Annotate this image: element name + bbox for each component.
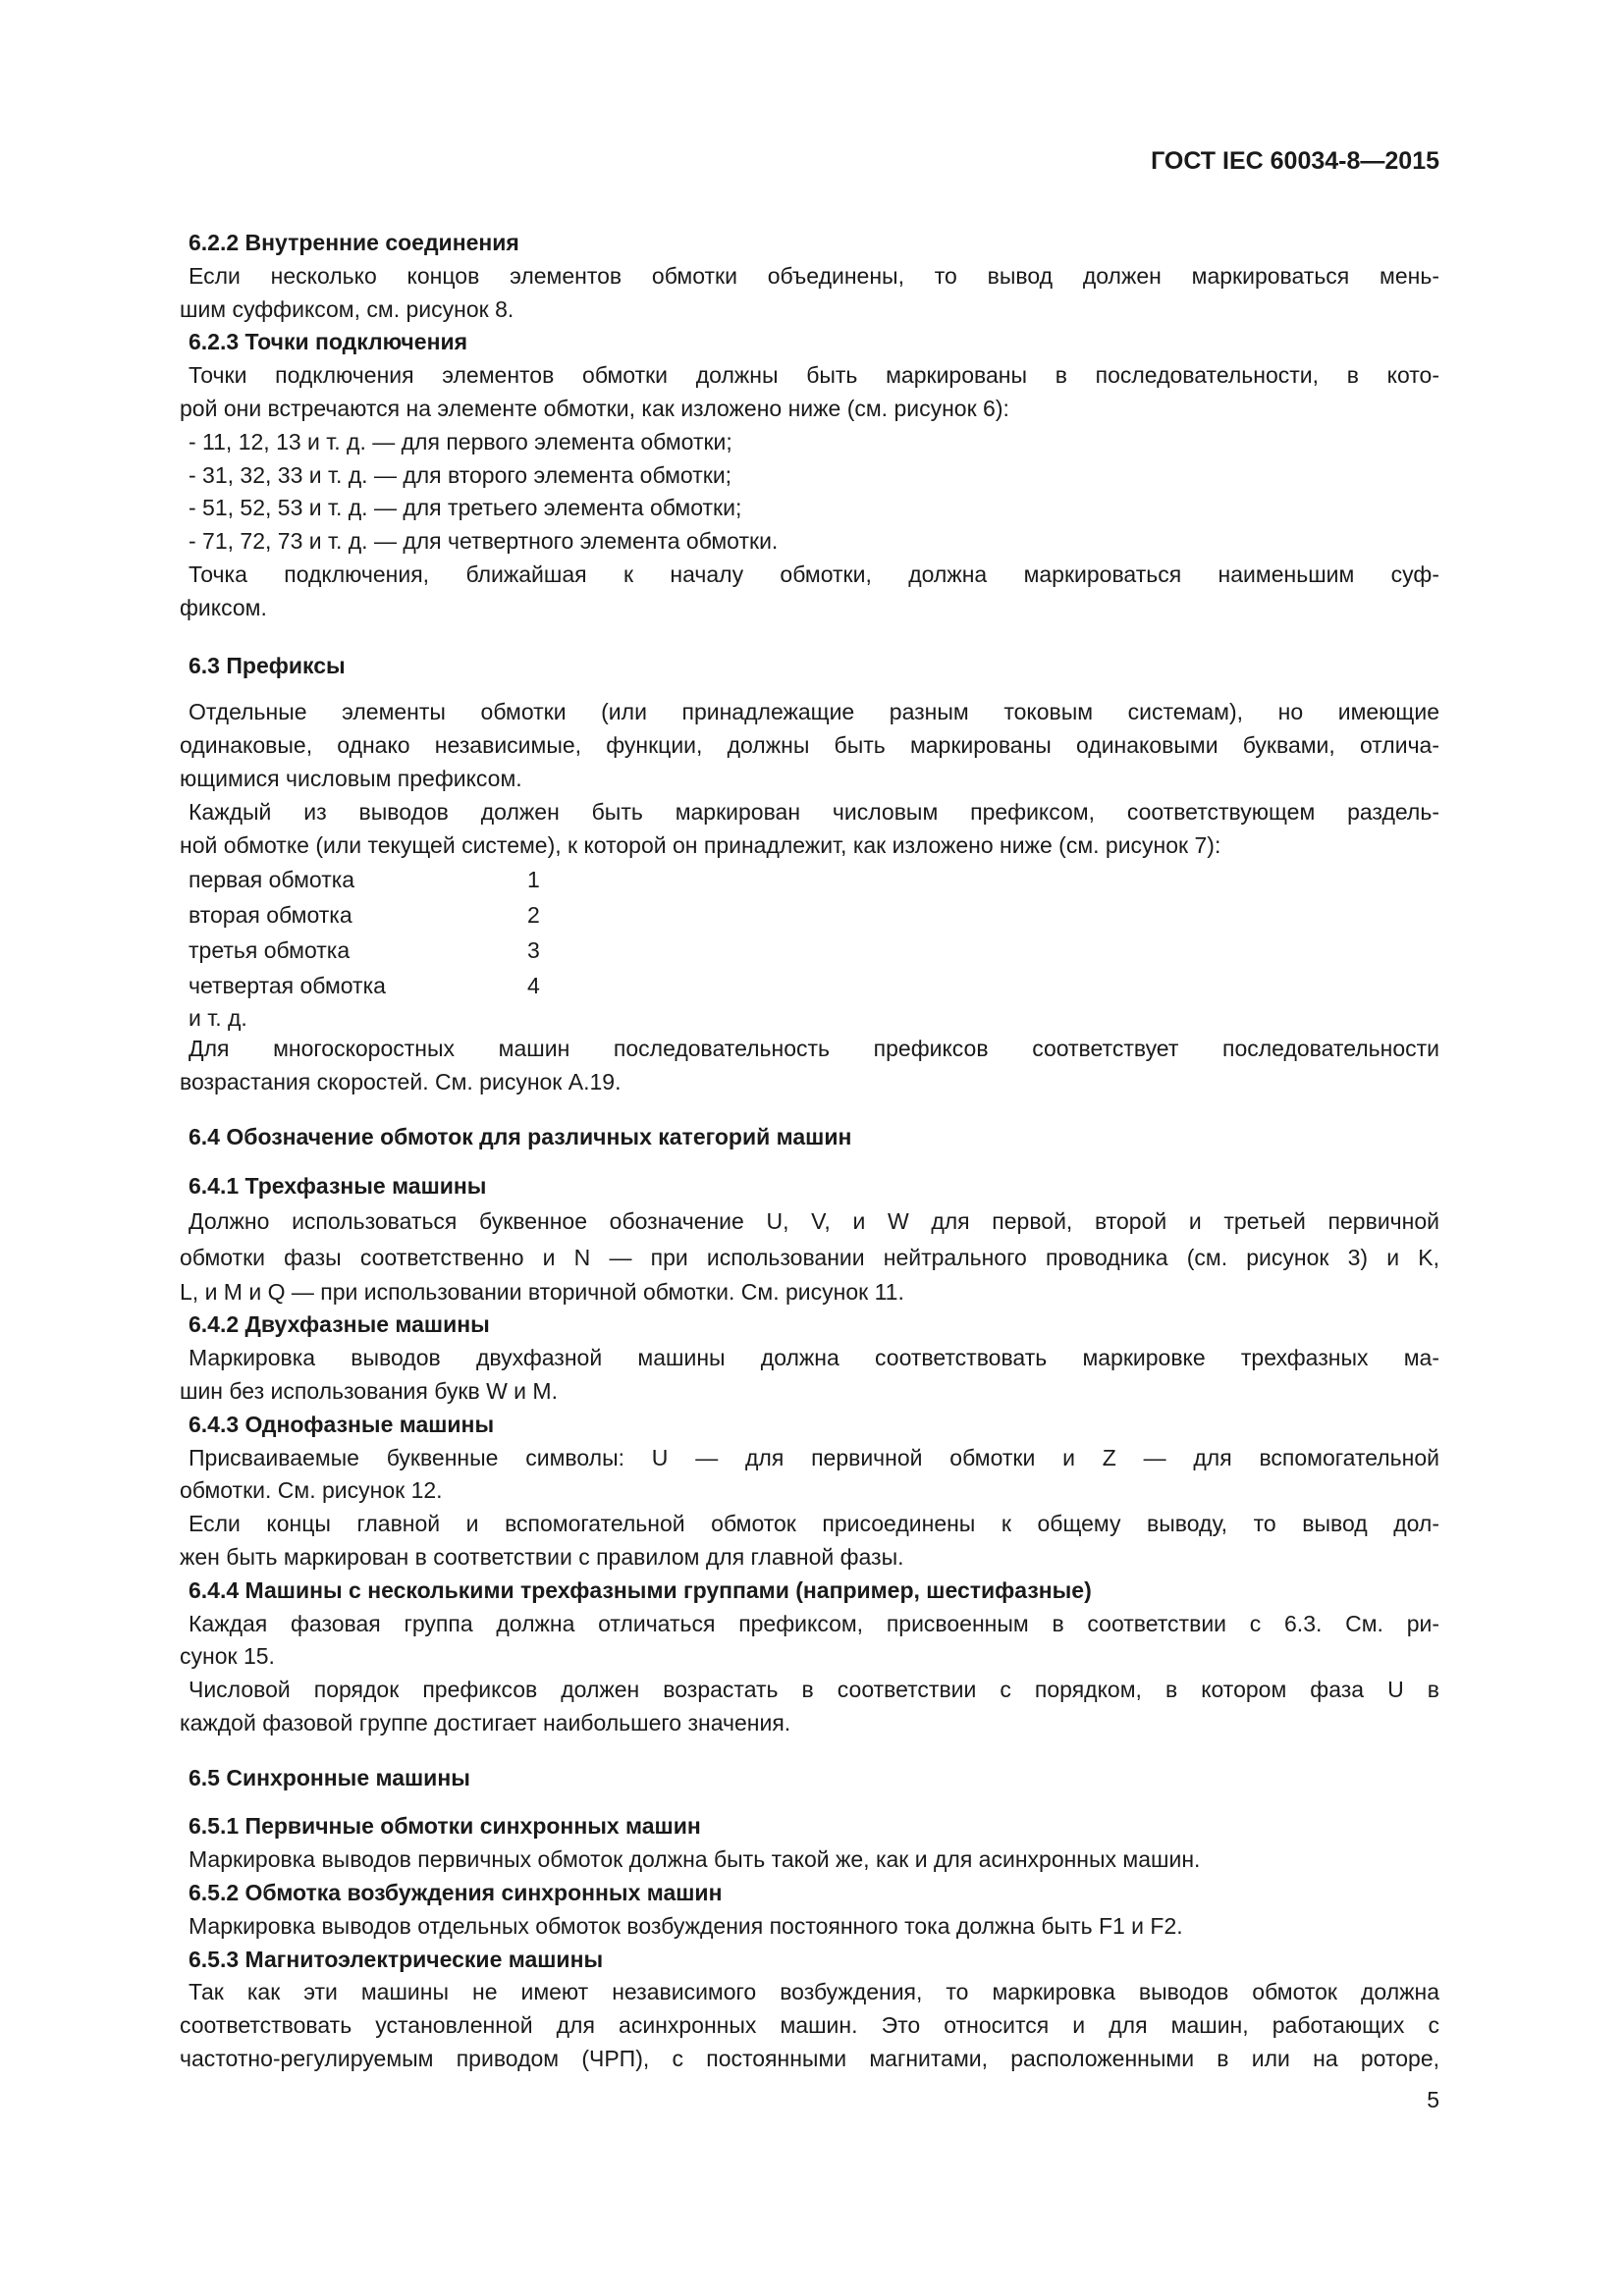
winding-label: четвертая обмотка [189, 973, 386, 999]
paragraph-line: L, и M и Q — при использовании вторичной обмотки. См. рисунок 11. [180, 1278, 904, 1305]
paragraph-line: возрастания скоростей. См. рисунок А.19. [180, 1069, 622, 1095]
section-heading: 6.4 Обозначение обмоток для различных категорий машин [189, 1123, 852, 1149]
section-heading: 6.4.3 Однофазные машины [189, 1411, 495, 1437]
paragraph-line: Точки подключения элементов обмотки должны быть маркированы в последовательности, в кото- [189, 362, 1439, 389]
section-heading: 6.4.4 Машины с несколькими трехфазными группами (например, шестифазные) [189, 1576, 1092, 1603]
page-number: 5 [1427, 2087, 1439, 2112]
paragraph-line: Если концы главной и вспомогательной обмоток присоединены к общему выводу, то вывод дол- [189, 1511, 1439, 1537]
prefix-value: 4 [527, 973, 540, 999]
paragraph-line: Отдельные элементы обмотки (или принадлежащие разным токовым системам), но имеющие [189, 699, 1439, 725]
document-header: ГОСТ IEC 60034-8—2015 [1151, 147, 1439, 175]
prefix-table-row [180, 933, 1439, 968]
section-heading: 6.2.2 Внутренние соединения [189, 230, 519, 255]
section-heading: 6.4.2 Двухфазные машины [189, 1311, 490, 1338]
paragraph-line: сунок 15. [180, 1643, 275, 1670]
list-item: - 71, 72, 73 и т. д. — для четвертного элемента обмотки. [189, 528, 779, 555]
paragraph-line: Так как эти машины не имеют независимого возбуждения, то маркировка выводов обмоток должна [189, 1979, 1439, 2005]
document-body [180, 227, 1439, 2076]
paragraph-line: шим суффиксом, см. рисунок 8. [180, 295, 514, 322]
prefix-table-row [180, 862, 1439, 897]
prefix-value: 1 [527, 867, 540, 893]
paragraph-line: одинаковые, однако независимые, функции, должны быть маркированы одинаковыми буквами, отлича- [180, 732, 1439, 759]
paragraph-line: ной обмотке (или текущей системе), к которой он принадлежит, как изложено ниже (см. рисунок 7): [180, 831, 1221, 858]
section-heading: 6.5 Синхронные машины [189, 1764, 470, 1790]
paragraph-line: Маркировка выводов двухфазной машины должна соответствовать маркировке трехфазных ма- [189, 1345, 1439, 1371]
winding-label: первая обмотка [189, 867, 355, 893]
paragraph-line: ющимися числовым префиксом. [180, 765, 522, 791]
paragraph-line: Маркировка выводов отдельных обмоток возбуждения постоянного тока должна быть F1 и F2. [189, 1912, 1183, 1939]
paragraph-line: каждой фазовой группе достигает наибольшего значения. [180, 1709, 791, 1735]
paragraph-line: обмотки. См. рисунок 12. [180, 1477, 443, 1504]
paragraph-line: обмотки фазы соответственно и N — при использовании нейтрального проводника (см. рисунок 3) и K, [180, 1244, 1439, 1270]
list-item: - 11, 12, 13 и т. д. — для первого элемента обмотки; [189, 428, 732, 454]
paragraph-line: частотно-регулируемым приводом (ЧРП), с постоянными магнитами, расположенными в или на роторе, [180, 2046, 1439, 2072]
paragraph-line: Присваиваемые буквенные символы: U — для первичной обмотки и Z — для вспомогательной [189, 1444, 1439, 1470]
prefix-value: 2 [527, 902, 540, 929]
paragraph-line: Каждый из выводов должен быть маркирован числовым префиксом, соответствующем раздель- [189, 798, 1439, 825]
paragraph-line: рой они встречаются на элементе обмотки, как изложено ниже (см. рисунок 6): [180, 395, 1009, 421]
prefix-table-etc: и т. д. [189, 1005, 247, 1032]
paragraph-line: соответствовать установленной для асинхронных машин. Это относится и для машин, работающих с [180, 2012, 1439, 2039]
section-heading: 6.5.3 Магнитоэлектрические машины [189, 1946, 604, 1972]
paragraph-line: шин без использования букв W и M. [180, 1377, 558, 1404]
paragraph-line: Числовой порядок префиксов должен возрастать в соответствии с порядком, в котором фаза U в [189, 1677, 1439, 1703]
paragraph-line: Должно использоваться буквенное обозначение U, V, и W для первой, второй и третьей первичной [189, 1207, 1439, 1234]
paragraph-line: Каждая фазовая группа должна отличаться префиксом, присвоенным в соответствии с 6.3. См. ри- [189, 1610, 1439, 1636]
list-item: - 51, 52, 53 и т. д. — для третьего элемента обмотки; [189, 495, 742, 521]
section-heading: 6.4.1 Трехфазные машины [189, 1172, 487, 1199]
paragraph-line: Для многоскоростных машин последовательность префиксов соответствует последовательности [189, 1036, 1439, 1062]
list-item: - 31, 32, 33 и т. д. — для второго элемента обмотки; [189, 461, 732, 488]
section-heading: 6.5.2 Обмотка возбуждения синхронных машин [189, 1880, 723, 1906]
prefix-value: 3 [527, 937, 540, 964]
winding-label: третья обмотка [189, 937, 351, 964]
section-heading: 6.5.1 Первичные обмотки синхронных машин [189, 1813, 701, 1840]
paragraph-line: фиксом. [180, 594, 267, 620]
winding-label: вторая обмотка [189, 902, 352, 929]
section-heading: 6.3 Префиксы [189, 652, 346, 678]
section-heading: 6.2.3 Точки подключения [189, 329, 468, 355]
paragraph-line: жен быть маркирован в соответствии с правилом для главной фазы. [180, 1543, 904, 1570]
prefix-table-row [180, 897, 1439, 933]
paragraph-line: Точка подключения, ближайшая к началу обмотки, должна маркироваться наименьшим суф- [189, 561, 1439, 587]
paragraph-line: Маркировка выводов первичных обмоток должна быть такой же, как и для асинхронных машин. [189, 1846, 1201, 1873]
paragraph-line: Если несколько концов элементов обмотки объединены, то вывод должен маркироваться мень- [189, 262, 1439, 289]
prefix-table-row [180, 968, 1439, 1003]
